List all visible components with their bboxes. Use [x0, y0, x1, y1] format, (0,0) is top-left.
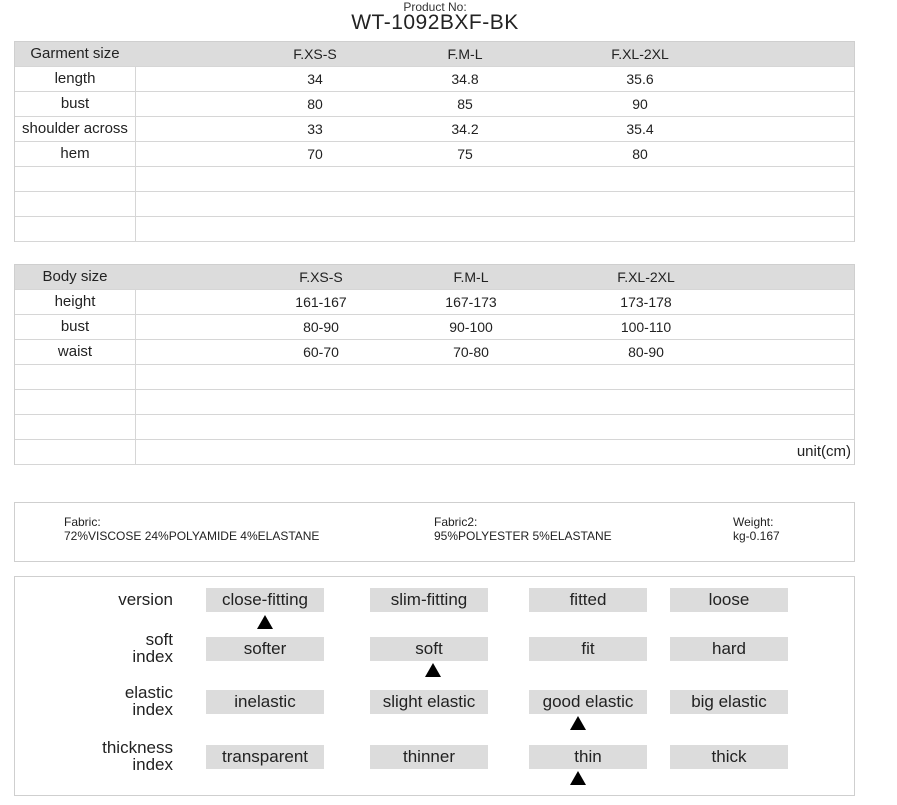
table-cell: 80: [307, 96, 323, 112]
property-label-line: index: [132, 700, 173, 719]
row-label: [15, 390, 136, 414]
table-cell: 34.2: [451, 121, 479, 137]
row-label: [15, 440, 136, 464]
table-row: [15, 142, 854, 167]
row-label: bust: [15, 92, 136, 116]
option-slight-elastic: slight elastic: [370, 690, 488, 714]
fabric-2-value: 95%POLYESTER 5%ELASTANE: [434, 529, 612, 543]
table-row: [15, 340, 854, 365]
table-cell: 80: [632, 146, 648, 162]
row-label: hem: [15, 142, 136, 166]
option-thinner: thinner: [370, 745, 488, 769]
empty-row: [15, 217, 854, 242]
triangle-up-icon: [257, 615, 273, 629]
empty-row: [15, 167, 854, 192]
table-cell: 70: [307, 146, 323, 162]
empty-row: [15, 365, 854, 390]
table-cell: 161-167: [295, 294, 347, 310]
option-fit: fit: [529, 637, 647, 661]
fabric-info-box: [14, 502, 855, 562]
garment-size-title: Garment size: [30, 45, 120, 62]
body-size-title: Body size: [42, 268, 108, 285]
property-label-line: version: [118, 590, 173, 609]
table-row: [15, 290, 854, 315]
product-number: WT-1092BXF-BK: [351, 11, 519, 34]
table-cell: 70-80: [453, 344, 489, 360]
row-label: [15, 192, 136, 216]
table-row: [15, 67, 854, 92]
fabric-2: [434, 515, 612, 543]
fabric-1-label: Fabric:: [64, 515, 101, 529]
unit-row: [15, 440, 854, 465]
option-close-fitting: close-fitting: [206, 588, 324, 612]
option-big-elastic: big elastic: [670, 690, 788, 714]
garment-size-table: [14, 41, 855, 242]
property-label-soft-index: [15, 631, 173, 665]
table-cell: 34: [307, 71, 323, 87]
property-label-thickness-index: [15, 739, 173, 773]
row-label: [15, 167, 136, 191]
table-cell: 173-178: [620, 294, 672, 310]
option-inelastic: inelastic: [206, 690, 324, 714]
property-label-line: elastic: [124, 683, 173, 702]
unit-label: unit(cm): [796, 443, 851, 460]
body-size-col: F.XS-S: [299, 269, 343, 285]
garment-header-row: [15, 42, 854, 67]
table-cell: 167-173: [445, 294, 497, 310]
property-label-version: [15, 591, 173, 608]
row-label: waist: [15, 340, 136, 364]
option-slim-fitting: slim-fitting: [370, 588, 488, 612]
table-cell: 35.4: [626, 121, 654, 137]
row-label: [15, 415, 136, 439]
option-transparent: transparent: [206, 745, 324, 769]
property-label-line: thickness: [102, 738, 173, 757]
empty-row: [15, 192, 854, 217]
option-softer: softer: [206, 637, 324, 661]
table-cell: 85: [457, 96, 473, 112]
table-cell: 75: [457, 146, 473, 162]
body-header-row: [15, 265, 854, 290]
garment-size-col: F.XS-S: [293, 46, 337, 62]
triangle-up-icon: [570, 716, 586, 730]
row-label: length: [15, 67, 136, 91]
table-cell: 80-90: [628, 344, 664, 360]
weight: [733, 515, 780, 543]
triangle-up-icon: [425, 663, 441, 677]
table-row: [15, 92, 854, 117]
fabric-1: [64, 515, 319, 543]
table-cell: 35.6: [626, 71, 654, 87]
property-label-line: index: [132, 755, 173, 774]
empty-row: [15, 390, 854, 415]
table-cell: 100-110: [620, 319, 672, 335]
garment-size-col: F.M-L: [447, 46, 483, 62]
weight-label: Weight:: [733, 515, 774, 529]
body-size-col: F.XL-2XL: [617, 269, 675, 285]
option-soft: soft: [370, 637, 488, 661]
property-label-line: index: [132, 647, 173, 666]
row-label: [15, 365, 136, 389]
table-cell: 33: [307, 121, 323, 137]
property-label-line: soft: [145, 630, 173, 649]
table-cell: 90: [632, 96, 648, 112]
product-no-label: Product No:: [403, 0, 467, 14]
table-cell: 80-90: [303, 319, 339, 335]
row-label: bust: [15, 315, 136, 339]
empty-row: [15, 415, 854, 440]
fabric-2-label: Fabric2:: [434, 515, 478, 529]
row-label: [15, 217, 136, 241]
option-loose: loose: [670, 588, 788, 612]
table-row: [15, 315, 854, 340]
table-cell: 90-100: [449, 319, 493, 335]
table-cell: 34.8: [451, 71, 479, 87]
table-row: [15, 117, 854, 142]
property-label-elastic-index: [15, 684, 173, 718]
table-cell: 60-70: [303, 344, 339, 360]
body-size-table: [14, 264, 855, 465]
option-hard: hard: [670, 637, 788, 661]
option-thin: thin: [529, 745, 647, 769]
garment-size-col: F.XL-2XL: [611, 46, 669, 62]
option-thick: thick: [670, 745, 788, 769]
triangle-up-icon: [570, 771, 586, 785]
row-label: shoulder across: [15, 117, 136, 141]
row-label: height: [15, 290, 136, 314]
weight-value: kg-0.167: [733, 529, 780, 543]
option-good-elastic: good elastic: [529, 690, 647, 714]
fabric-1-value: 72%VISCOSE 24%POLYAMIDE 4%ELASTANE: [64, 529, 320, 543]
properties-box: [14, 576, 855, 796]
body-size-col: F.M-L: [453, 269, 489, 285]
option-fitted: fitted: [529, 588, 647, 612]
